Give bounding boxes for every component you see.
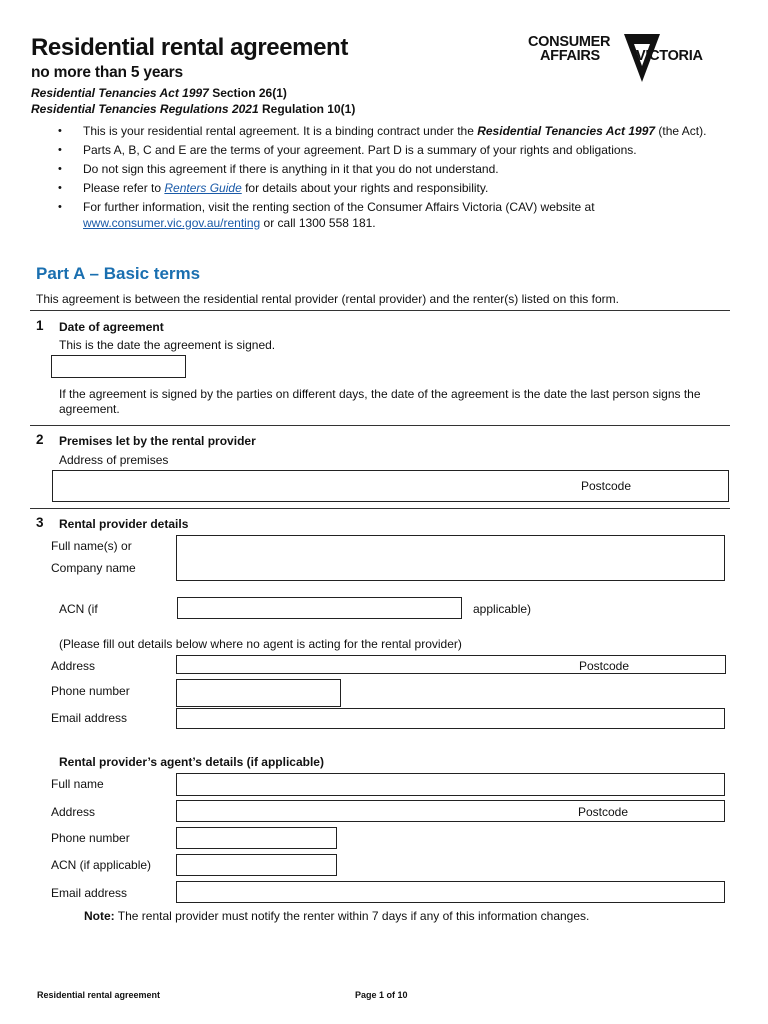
logo-line-victoria: VICTORIA xyxy=(636,48,703,64)
section-3-number: 3 xyxy=(36,515,44,530)
logo-line-affairs: AFFAIRS xyxy=(540,48,600,64)
list-item: • This is your residential rental agreement. It is a binding contract under the Residential Tenancies Act 1997 (the Act). xyxy=(58,124,730,140)
section-1-label: Date of agreement xyxy=(59,320,164,334)
agent-phone-input[interactable] xyxy=(176,827,337,849)
regulation-name: Residential Tenancies Regulations 2021 xyxy=(31,102,259,116)
provider-email-input[interactable] xyxy=(176,708,725,729)
act-section: Section 26(1) xyxy=(208,86,287,100)
provider-acn-input[interactable] xyxy=(177,597,462,619)
agent-postcode-label: Postcode xyxy=(578,805,629,819)
document-title: Residential rental agreement xyxy=(31,34,348,61)
provider-fullname-label-line2: Company name xyxy=(51,561,136,575)
notify-note: Note: The rental provider must notify the renter within 7 days if any of this information changes. xyxy=(84,909,590,923)
premises-postcode-label: Postcode xyxy=(581,479,632,493)
intro-bullet-list xyxy=(58,124,730,235)
provider-acn-suffix: applicable) xyxy=(473,602,532,616)
agent-fullname-input[interactable] xyxy=(176,773,725,796)
legislation-reference xyxy=(31,85,355,117)
regulation-number: Regulation 10(1) xyxy=(258,102,356,116)
cav-logo xyxy=(528,34,728,86)
agent-email-label: Email address xyxy=(51,886,128,900)
agent-address-label: Address xyxy=(51,805,96,819)
part-a-intro: This agreement is between the residential rental provider (rental provider) and the renter(s) listed on this form. xyxy=(36,292,619,306)
logo-line-consumer: CONSUMER xyxy=(528,34,611,50)
list-item: • Please refer to Renters Guide for details about your rights and responsibility. xyxy=(58,181,730,197)
agent-details-heading: Rental provider’s agent’s details (if applicable) xyxy=(59,755,324,769)
act-name: Residential Tenancies Act 1997 xyxy=(31,86,209,100)
provider-fullname-label-line1: Full name(s) or xyxy=(51,539,132,553)
footer-page-number: Page 1 of 10 xyxy=(355,990,408,1000)
cav-website-link[interactable]: www.consumer.vic.gov.au/renting xyxy=(83,215,261,230)
agent-address-input[interactable] xyxy=(176,800,725,822)
section-1-note: If the agreement is signed by the parties on different days, the date of the agreement is the date the last person signs the agreement. xyxy=(59,387,701,416)
provider-postcode-label: Postcode xyxy=(579,659,630,673)
agent-acn-label: ACN (if applicable) xyxy=(51,858,152,872)
divider xyxy=(30,508,730,509)
part-a-heading: Part A – Basic terms xyxy=(36,264,201,283)
renters-guide-link[interactable]: Renters Guide xyxy=(164,181,242,195)
section-1-number: 1 xyxy=(36,318,44,333)
divider xyxy=(30,425,730,426)
footer-document-name: Residential rental agreement xyxy=(37,990,161,1000)
section-2-number: 2 xyxy=(36,432,44,447)
section-1-description: This is the date the agreement is signed. xyxy=(59,338,276,352)
provider-phone-input[interactable] xyxy=(176,679,341,707)
premises-address-label: Address of premises xyxy=(59,453,169,467)
agent-acn-input[interactable] xyxy=(176,854,337,876)
agent-phone-label: Phone number xyxy=(51,831,130,845)
no-agent-note: (Please fill out details below where no agent is acting for the rental provider) xyxy=(59,637,462,651)
agent-email-input[interactable] xyxy=(176,881,725,903)
provider-address-input[interactable] xyxy=(176,655,726,674)
document-subtitle: no more than 5 years xyxy=(31,64,183,81)
provider-fullname-input[interactable] xyxy=(176,535,725,581)
section-2-label: Premises let by the rental provider xyxy=(59,434,256,448)
provider-acn-label: ACN (if xyxy=(59,602,98,616)
agent-fullname-label: Full name xyxy=(51,777,104,791)
provider-email-label: Email address xyxy=(51,711,128,725)
divider xyxy=(30,310,730,311)
provider-address-label: Address xyxy=(51,659,96,673)
list-item: • Do not sign this agreement if there is anything in it that you do not understand. xyxy=(58,162,730,178)
provider-phone-label: Phone number xyxy=(51,684,130,698)
list-item: • Parts A, B, C and E are the terms of your agreement. Part D is a summary of your rights and obligations. xyxy=(58,143,730,159)
list-item: • For further information, visit the renting section of the Consumer Affairs Victoria (CAV) website at www.consumer.vic.gov.au/renting or call 1300 558 181. xyxy=(58,200,730,231)
section-3-label: Rental provider details xyxy=(59,517,189,531)
agreement-date-input[interactable] xyxy=(51,355,186,378)
